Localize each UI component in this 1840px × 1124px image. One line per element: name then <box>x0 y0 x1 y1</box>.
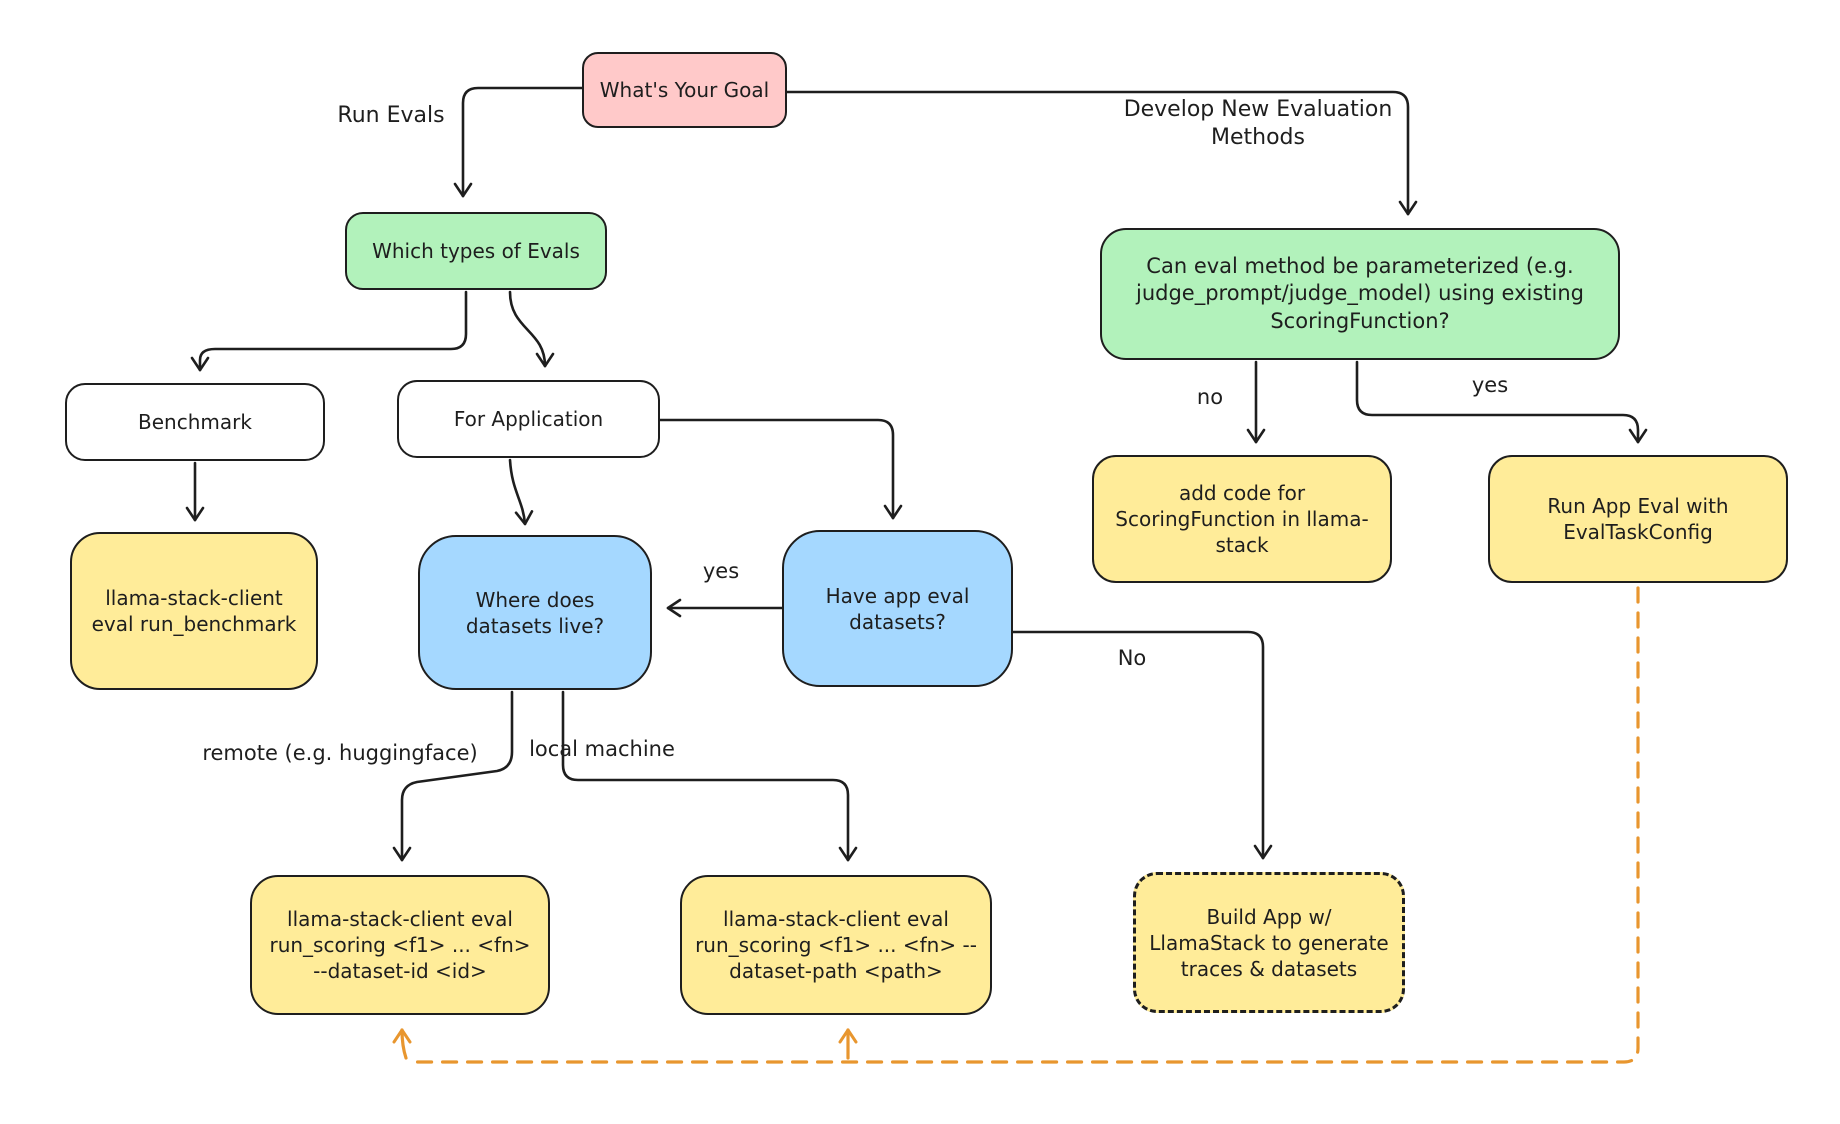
edge-dashed-feedback-arrow-id <box>402 1030 406 1058</box>
node-have-app-eval-datasets: Have app eval datasets? <box>782 530 1013 687</box>
node-run-app-eval-evaltaskconfig: Run App Eval with EvalTaskConfig <box>1488 455 1788 583</box>
node-for-application: For Application <box>397 380 660 458</box>
edge-label-remote-huggingface: remote (e.g. huggingface) <box>202 741 478 765</box>
node-run-scoring-dataset-id: llama-stack-client eval run_scoring <f1> ... <fn> --dataset-id <id> <box>250 875 550 1015</box>
edge-local <box>563 692 848 860</box>
edge-run-evals <box>463 88 582 196</box>
edge-label-no-right: no <box>1196 385 1224 409</box>
node-add-code-scoringfunction: add code for ScoringFunction in llama-stack <box>1092 455 1392 583</box>
node-run-benchmark-command: llama-stack-client eval run_benchmark <box>70 532 318 690</box>
edge-label-run-evals: Run Evals <box>337 103 445 128</box>
edge-application-wheredatasets <box>510 460 525 524</box>
edge-label-yes-mid: yes <box>702 559 740 583</box>
node-benchmark: Benchmark <box>65 383 325 461</box>
edge-remote <box>402 692 512 860</box>
edge-label-develop-new-evaluation-methods: Develop New Evaluation Methods <box>1123 97 1393 150</box>
edge-label-no-mid: No <box>1117 646 1147 670</box>
node-run-scoring-dataset-path: llama-stack-client eval run_scoring <f1> ... <fn> --dataset-path <path> <box>680 875 992 1015</box>
edge-label-yes-right: yes <box>1471 373 1509 397</box>
node-whats-your-goal: What's Your Goal <box>582 52 787 128</box>
node-can-eval-method-be-parameterized: Can eval method be parameterized (e.g. judge_prompt/judge_model) using existing ScoringFunction? <box>1100 228 1620 360</box>
node-which-types-of-evals: Which types of Evals <box>345 212 607 290</box>
node-build-app-llamastack: Build App w/ LlamaStack to generate traces & datasets <box>1133 872 1405 1013</box>
edge-label-local-machine: local machine <box>529 737 675 761</box>
edge-application-havedatasets <box>660 420 893 518</box>
node-where-does-datasets-live: Where does datasets live? <box>418 535 652 690</box>
edge-types-benchmark <box>200 292 466 370</box>
edge-types-application <box>510 292 545 366</box>
